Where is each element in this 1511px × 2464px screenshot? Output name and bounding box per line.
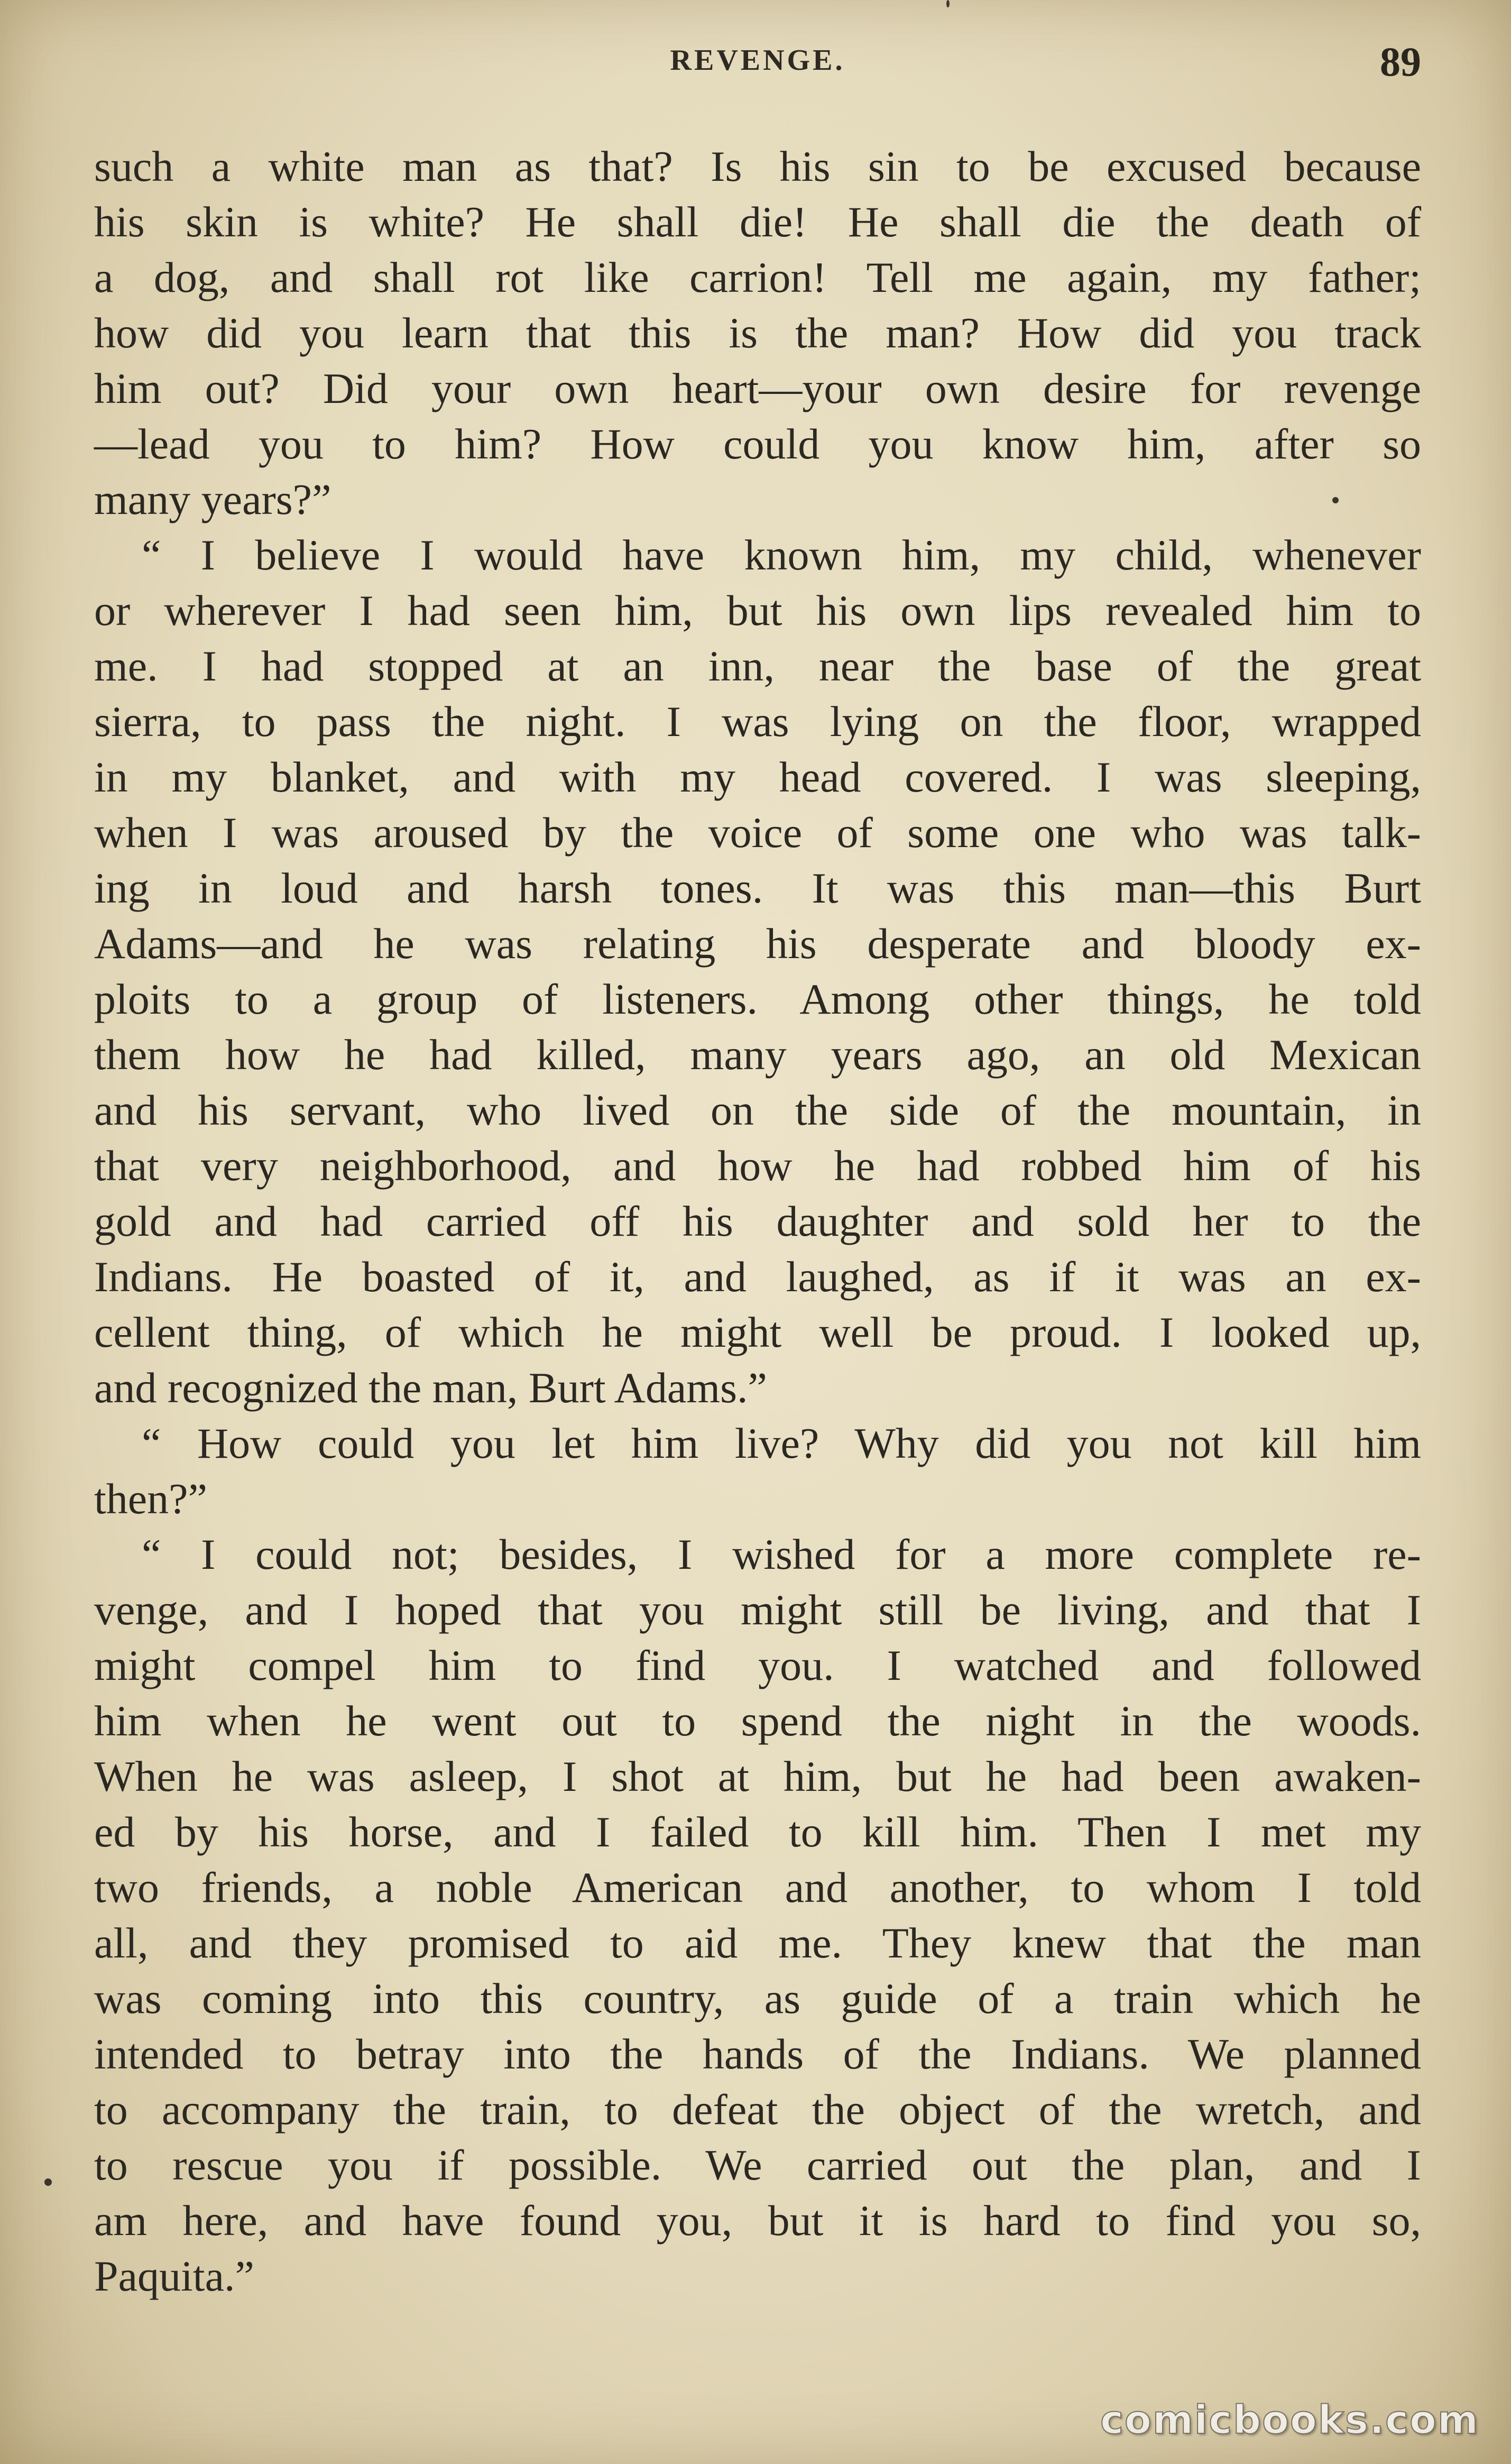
text-line: “ How could you let him live? Why did you not kill him — [142, 1419, 1421, 1467]
text-line: how did you learn that this is the man? How did you track — [94, 309, 1421, 357]
text-line: then?” — [94, 1475, 207, 1523]
text-line: a dog, and shall rot like carrion! Tell me again, my father; — [94, 253, 1421, 301]
text-line: his skin is white? He shall die! He shall die the death of — [94, 198, 1421, 246]
text-line: gold and had carried off his daughter and sold her to the — [94, 1197, 1421, 1245]
text-line: —lead you to him? How could you know him, after so — [94, 420, 1421, 468]
text-line: ing in loud and harsh tones. It was this man—this Burt — [94, 864, 1421, 912]
text-line: all, and they promised to aid me. They knew that the man — [94, 1919, 1421, 1967]
page-number: 89 — [1380, 39, 1421, 85]
text-line: was coming into this country, as guide of a train which he — [94, 1974, 1421, 2022]
body-text — [94, 139, 1421, 2304]
ink-speck — [44, 2178, 52, 2186]
text-line: me. I had stopped at an inn, near the base of the great — [94, 642, 1421, 690]
text-line: When he was asleep, I shot at him, but he had been awaken- — [94, 1752, 1421, 1800]
text-line: Indians. He boasted of it, and laughed, as if it was an ex- — [94, 1253, 1421, 1301]
text-line: ploits to a group of listeners. Among other things, he told — [94, 975, 1421, 1023]
text-line: might compel him to find you. I watched and followed — [94, 1641, 1421, 1689]
text-line: two friends, a noble American and another, to whom I told — [94, 1863, 1421, 1911]
text-line: when I was aroused by the voice of some one who was talk- — [94, 808, 1421, 857]
text-line: him out? Did your own heart—your own desire for revenge — [94, 364, 1421, 412]
watermark-logo: comicbooks.com — [1100, 2397, 1479, 2443]
text-line: to accompany the train, to defeat the object of the wretch, and — [94, 2085, 1421, 2134]
text-line: Adams—and he was relating his desperate and bloody ex- — [94, 920, 1421, 968]
text-line: that very neighborhood, and how he had robbed him of his — [94, 1142, 1421, 1190]
text-line: many years?” — [94, 475, 331, 523]
text-line: intended to betray into the hands of the Indians. We planned — [94, 2030, 1421, 2078]
text-line: and recognized the man, Burt Adams.” — [94, 1364, 767, 1412]
text-line: ed by his horse, and I failed to kill him. Then I met my — [94, 1808, 1421, 1856]
text-line: to rescue you if possible. We carried out the plan, and I — [94, 2141, 1421, 2189]
text-line: cellent thing, of which he might well be proud. I looked up, — [94, 1308, 1421, 1356]
text-line: sierra, to pass the night. I was lying on the floor, wrapped — [94, 697, 1421, 746]
ink-speck — [1332, 497, 1339, 503]
text-line: such a white man as that? Is his sin to be excused because — [94, 142, 1421, 190]
text-line: and his servant, who lived on the side of the mountain, in — [94, 1086, 1421, 1134]
ink-speck — [946, 0, 950, 7]
text-line: “ I believe I would have known him, my child, whenever — [142, 531, 1421, 579]
text-line: him when he went out to spend the night in the woods. — [94, 1697, 1421, 1745]
running-head: REVENGE. — [670, 44, 845, 77]
text-line: venge, and I hoped that you might still be living, and that I — [94, 1586, 1421, 1634]
text-line: or wherever I had seen him, but his own lips revealed him to — [94, 586, 1421, 635]
text-line: in my blanket, and with my head covered. I was sleeping, — [94, 753, 1421, 801]
text-line: them how he had killed, many years ago, an old Mexican — [94, 1031, 1421, 1079]
text-line: am here, and have found you, but it is hard to find you so, — [94, 2196, 1421, 2245]
page-header — [94, 38, 1421, 91]
text-line: Paquita.” — [94, 2252, 254, 2300]
text-line: “ I could not; besides, I wished for a more complete re- — [142, 1530, 1421, 1578]
